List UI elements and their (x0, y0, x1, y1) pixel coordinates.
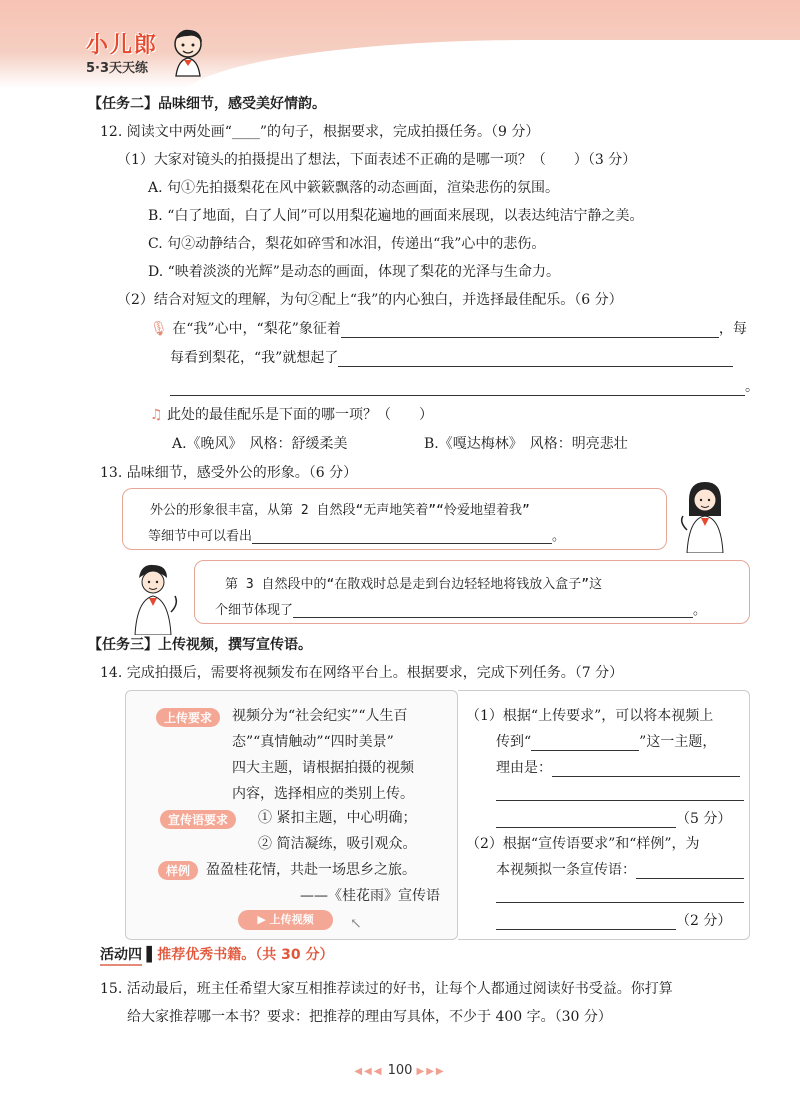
q12-1-stem: （1）大家对镜头的拍摄提出了想法，下面表述不正确的是哪一项？（ ）（3 分） (117, 152, 637, 168)
page-number: 100 (387, 1063, 413, 1078)
tag-upload-requirement: 上传要求 (156, 708, 220, 727)
q15-line1: 15. 活动最后，班主任希望大家互相推荐读过的好书，让每个人都通过阅读好书受益。你打算 (100, 981, 673, 997)
bubble1-line2-prefix: 等细节中可以看出 (148, 529, 253, 544)
music-note-icon: ♫ (150, 407, 163, 423)
q12-2-monologue-line2 (170, 347, 733, 367)
answer-blank-grandpa-2[interactable] (293, 602, 693, 618)
answer-blank-reason-1[interactable] (552, 761, 740, 777)
monologue-prefix-1: 在“我”心中，“梨花”象征着 (172, 321, 341, 337)
microphone-icon: 🎙 (150, 321, 168, 337)
activity4-divider: ▌ (142, 947, 158, 963)
q12-1-option-d: D. “映着淡淡的光辉”是动态的画面，体现了梨花的光泽与生命力。 (148, 264, 560, 280)
answer-blank-memory-cont[interactable] (170, 380, 745, 396)
answer-blank-slogan-1[interactable] (636, 863, 744, 879)
task2-title: 【任务二】品味细节，感受美好情韵。 (88, 96, 326, 112)
q14-2-score: （2 分） (676, 913, 732, 929)
logo-main-text: 小儿郎 (86, 33, 159, 58)
upload-video-button[interactable] (238, 910, 333, 930)
monologue-prefix-2: 每看到梨花，“我”就想起了 (170, 350, 339, 366)
girl-student-icon (675, 478, 735, 553)
answer-blank-reason-2[interactable] (496, 785, 744, 801)
answer-blank-memory[interactable] (338, 351, 733, 367)
bubble1-line2-end: 。 (552, 529, 566, 544)
bubble2-line2-prefix: 个细节体现了 (215, 603, 294, 618)
activity4-heading (100, 944, 333, 964)
q14-1-line2 (496, 731, 716, 751)
sample-slogan: 盈盈桂花情，共赴一场思乡之旅。 (206, 862, 416, 878)
q12-2-monologue-line1 (150, 318, 747, 338)
bubble2-line1: 第 3 自然段中的“在散戏时总是走到台边轻轻地将钱放入盒子”这 (225, 577, 603, 592)
music-question-text: 此处的最佳配乐是下面的哪一项？（ ） (167, 407, 434, 423)
q14-stem: 14. 完成拍摄后，需要将视频发布在网络平台上。根据要求，完成下列任务。（7 分） (100, 665, 624, 681)
page-footer (0, 1063, 800, 1078)
q12-2-music-question (150, 404, 433, 424)
music-option-b: B.《嘎达梅林》 风格：明亮悲壮 (424, 436, 628, 452)
monologue-suffix-1: ，每 (718, 321, 747, 337)
cursor-arrow-icon: ↖ (350, 916, 362, 932)
upload-button-label: 上传视频 (269, 913, 314, 926)
q12-1-option-c: C. 句②动静结合，梨花如碎雪和冰泪，传递出“我”心中的悲伤。 (148, 236, 546, 252)
tag-sample: 样例 (158, 861, 198, 880)
header-wave (180, 40, 800, 88)
q14-1-line1: （1）根据“上传要求”，可以将本视频上 (466, 708, 714, 724)
prev-arrows-icon: ◀◀◀ (354, 1066, 384, 1077)
q14-2-line3 (496, 887, 744, 903)
answer-blank-slogan-3[interactable] (496, 914, 676, 930)
q12-stem: 12. 阅读文中两处画“____”的句子，根据要求，完成拍摄任务。（9 分） (100, 124, 540, 140)
q14-1-line5 (496, 808, 731, 828)
q12-1-option-a: A. 句①先拍摄梨花在风中簌簌飘落的动态画面，渲染悲伤的氛围。 (148, 180, 560, 196)
q14-2-line4 (496, 910, 731, 930)
answer-blank-symbol[interactable] (341, 322, 719, 338)
logo-sub-text: 5·3天天练 (86, 61, 149, 76)
slogan-req-line-2: ② 简洁凝练，吸引观众。 (258, 836, 417, 852)
tag-slogan-requirement: 宣传语要求 (160, 810, 236, 829)
bubble2-line2-end: 。 (693, 603, 707, 618)
q14-1-reason-label: 理由是： (496, 760, 552, 776)
upload-req-line-2: 态”“真情触动”“四时美景” (232, 734, 394, 750)
upload-req-line-4: 内容，选择相应的类别上传。 (232, 786, 414, 802)
boy-student-icon (123, 560, 183, 635)
sample-source: ——《桂花雨》宣传语 (300, 888, 440, 904)
q15-line2: 给大家推荐哪一本书？要求：把推荐的理由写具体，不少于 400 字。（30 分） (127, 1009, 612, 1025)
q12-2-stem: （2）结合对短文的理解，为句②配上“我”的内心独白，并选择最佳配乐。（6 分） (117, 292, 623, 308)
q14-2-line2 (496, 859, 744, 879)
slogan-req-line-1: ① 紧扣主题，中心明确； (258, 810, 417, 826)
q14-1-line4 (496, 785, 744, 801)
answer-blank-topic[interactable] (531, 735, 639, 751)
q13-stem: 13. 品味细节，感受外公的形象。（6 分） (100, 465, 358, 481)
next-arrows-icon: ▶▶▶ (416, 1066, 446, 1077)
bubble2-line2 (215, 599, 706, 618)
q14-1-line2-prefix: 传到“ (496, 734, 532, 750)
mascot-boy-icon (168, 26, 208, 78)
q14-1-line3 (496, 757, 740, 777)
brand-logo (86, 28, 158, 76)
monologue-end: 。 (745, 379, 759, 395)
music-option-a: A.《晚风》 风格：舒缓柔美 (172, 436, 348, 452)
q14-1-score: （5 分） (676, 811, 732, 827)
video-icon: ▶ (257, 913, 266, 926)
answer-blank-reason-3[interactable] (496, 812, 676, 828)
upload-req-line-1: 视频分为“社会纪实”“人生百 (232, 708, 408, 724)
q14-2-line1: （2）根据“宣传语要求”和“样例”，为 (466, 836, 700, 852)
q12-2-monologue-line3 (170, 376, 759, 396)
activity4-label: 活动四 (100, 947, 142, 966)
activity4-title: 推荐优秀书籍。（共 30 分） (157, 947, 334, 963)
answer-blank-slogan-2[interactable] (496, 887, 744, 903)
q14-1-line2-suffix: ”这一主题， (639, 734, 717, 750)
bubble1-line1: 外公的形象很丰富，从第 2 自然段“无声地笑着”“怜爱地望着我” (150, 503, 530, 518)
task3-title: 【任务三】上传视频，撰写宣传语。 (88, 637, 312, 653)
bubble1-line2 (148, 525, 565, 544)
upload-req-line-3: 四大主题，请根据拍摄的视频 (232, 760, 414, 776)
q12-1-option-b: B. “白了地面，白了人间”可以用梨花遍地的画面来展现，以表达纯洁宁静之美。 (148, 208, 644, 224)
answer-blank-grandpa-1[interactable] (252, 528, 552, 544)
q14-2-slogan-label: 本视频拟一条宣传语： (496, 862, 636, 878)
